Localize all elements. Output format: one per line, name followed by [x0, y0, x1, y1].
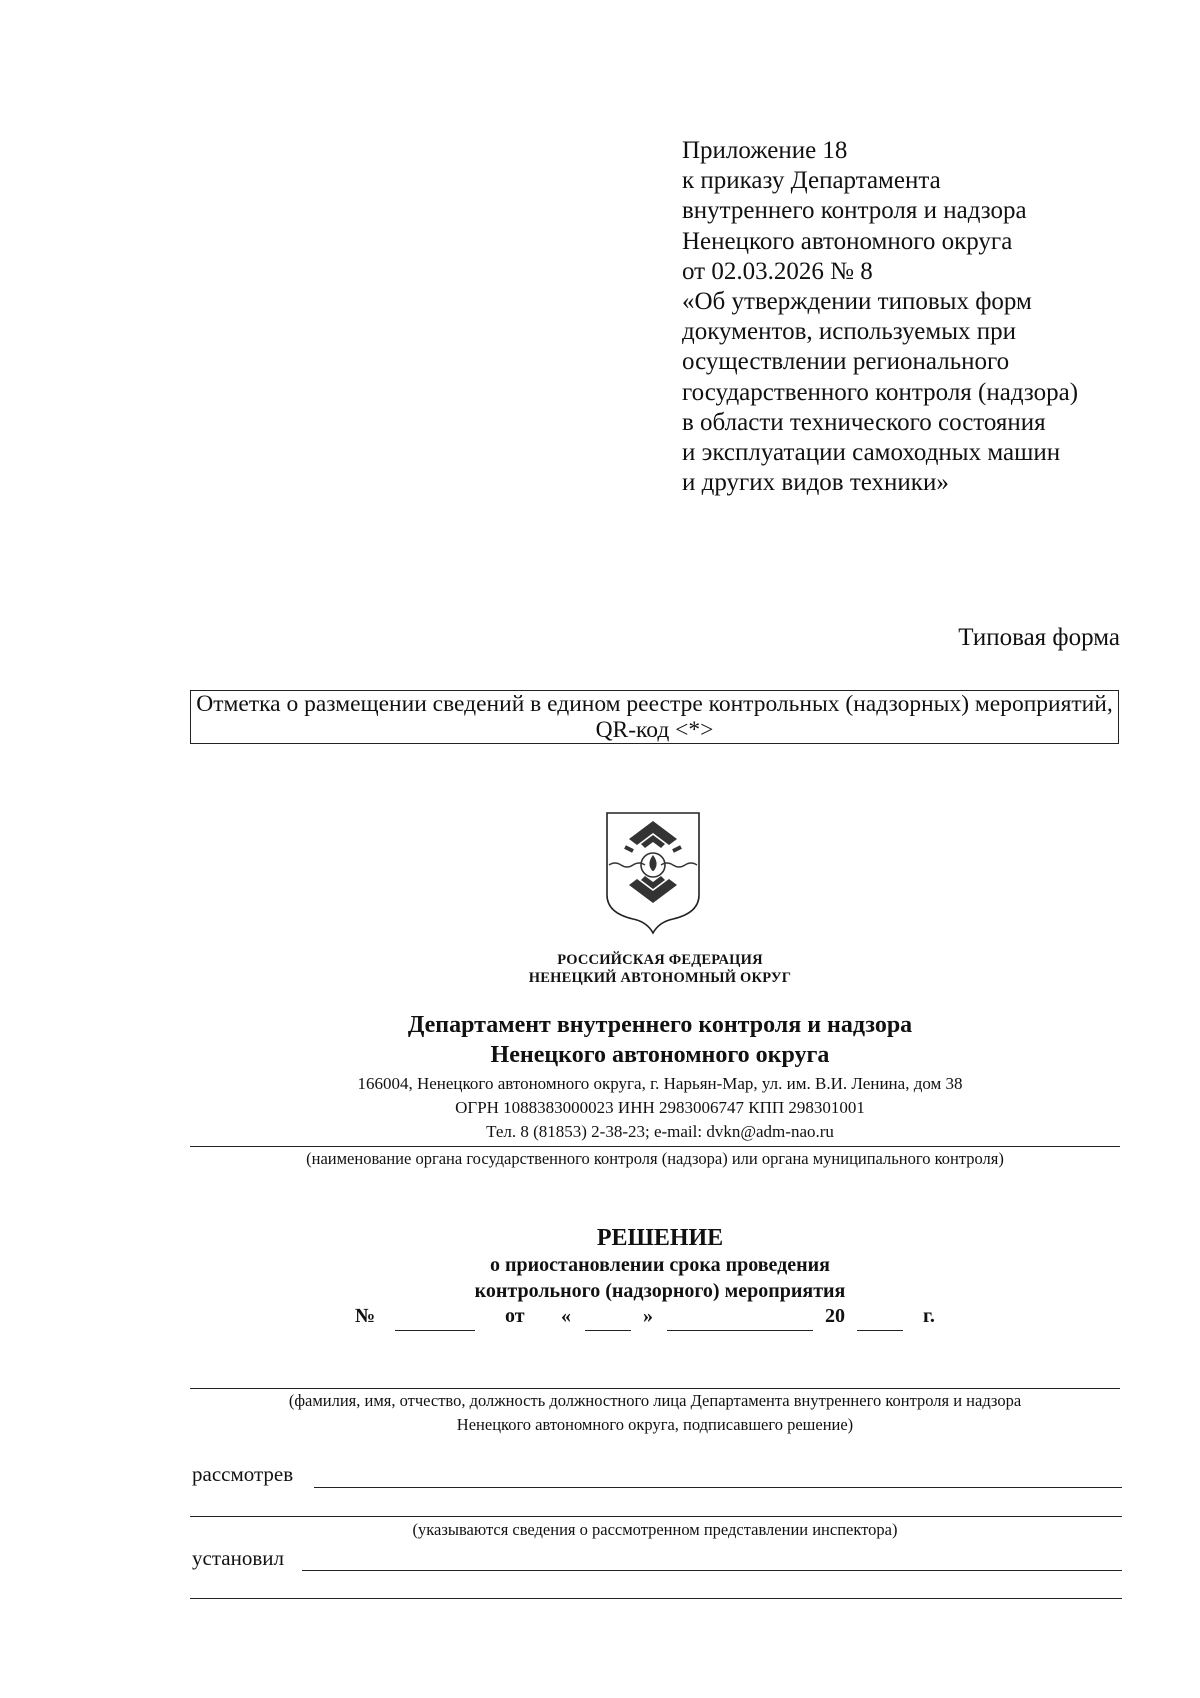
official-name-line: [190, 1388, 1120, 1389]
month-blank: [667, 1330, 813, 1331]
number-blank: [395, 1330, 475, 1331]
coat-of-arms-icon: [603, 809, 703, 935]
okrug-name: НЕНЕЦКИЙ АВТОНОМНЫЙ ОКРУГ: [528, 970, 792, 986]
appendix-line: от 02.03.2026 № 8: [682, 257, 873, 285]
authority-caption: (наименование органа государственного контроля (надзора) или органа муниципального контроля): [306, 1149, 1004, 1168]
department-name-line-1: Департамент внутреннего контроля и надзора: [407, 1012, 913, 1038]
considered-line-2: [190, 1516, 1122, 1517]
department-address: 166004, Ненецкого автономного округа, г. Нарьян-Мар, ул. им. В.И. Ленина, дом 38: [357, 1074, 963, 1093]
appendix-line: и эксплуатации самоходных машин: [682, 439, 1061, 467]
established-line-1: [302, 1570, 1122, 1571]
official-caption-line-1: (фамилия, имя, отчество, должность должностного лица Департамента внутреннего контроля и надзора: [288, 1391, 1022, 1410]
appendix-line: Ненецкого автономного округа: [682, 227, 1013, 255]
department-name-line-2: Ненецкого автономного округа: [490, 1042, 830, 1068]
appendix-line: государственного контроля (надзора): [682, 378, 1079, 406]
considered-caption: (указываются сведения о рассмотренном представлении инспектора): [412, 1520, 898, 1539]
registry-mark-box: [190, 690, 1119, 744]
appendix-line: и других видов техники»: [682, 469, 949, 497]
from-label: от: [505, 1305, 525, 1327]
decision-number-date-line: [355, 1305, 955, 1337]
department-ids: ОГРН 1088383000023 ИНН 2983006747 КПП 298301001: [455, 1098, 865, 1117]
considered-line-1: [314, 1487, 1122, 1488]
year-suffix: г.: [923, 1305, 935, 1327]
year-century: 20: [825, 1305, 845, 1327]
appendix-line: осуществлении регионального: [682, 348, 1010, 376]
decision-title: РЕШЕНИЕ: [596, 1225, 724, 1251]
established-label: установил: [192, 1546, 284, 1570]
appendix-line: к приказу Департамента: [682, 167, 941, 195]
quote-open: «: [561, 1305, 571, 1327]
appendix-line: «Об утверждении типовых форм: [682, 288, 1032, 316]
established-line-2: [190, 1598, 1122, 1599]
official-caption-line-2: Ненецкого автономного округа, подписавшего решение): [456, 1415, 854, 1434]
decision-subtitle-2: контрольного (надзорного) мероприятия: [474, 1280, 846, 1302]
quote-close: »: [643, 1305, 653, 1327]
federation-name: РОССИЙСКАЯ ФЕДЕРАЦИЯ: [557, 952, 763, 968]
header-rule: [190, 1146, 1120, 1147]
typical-form-label: Типовая форма: [958, 624, 1120, 651]
appendix-line: документов, используемых при: [682, 318, 1017, 346]
considered-label: рассмотрев: [192, 1462, 294, 1486]
registry-line-2: QR-код <*>: [595, 717, 714, 743]
day-blank: [585, 1330, 631, 1331]
number-sign: №: [355, 1305, 376, 1327]
year-blank: [857, 1330, 903, 1331]
department-contacts: Тел. 8 (81853) 2-38-23; e-mail: dvkn@adm-nao.ru: [486, 1122, 834, 1141]
appendix-line: внутреннего контроля и надзора: [682, 197, 1027, 225]
appendix-line: Приложение 18: [682, 137, 848, 164]
registry-line-1: Отметка о размещении сведений в едином реестре контрольных (надзорных) мероприятий,: [196, 691, 1113, 717]
decision-subtitle-1: о приостановлении срока проведения: [490, 1254, 830, 1276]
appendix-line: в области технического состояния: [682, 408, 1046, 436]
appendix-block: [682, 136, 1152, 498]
